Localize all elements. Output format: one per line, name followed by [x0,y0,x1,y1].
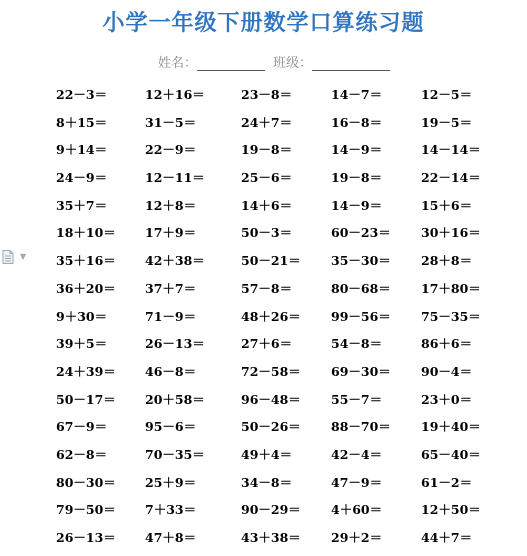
name-blank [197,56,265,71]
arithmetic-problem: 35＋7＝ [56,197,108,213]
arithmetic-problem: 42＋38＝ [145,253,205,269]
arithmetic-problem: 9＋14＝ [56,142,108,158]
problem-row [0,390,527,418]
worksheet-title: 小学一年级下册数学口算练习题 [102,11,425,36]
arithmetic-problem: 19－8＝ [241,142,293,158]
arithmetic-problem: 54－8＝ [331,336,383,352]
arithmetic-problem: 67－9＝ [56,419,108,435]
problem-row [0,140,527,168]
arithmetic-problem: 24－9＝ [56,170,108,186]
arithmetic-problem: 12＋16＝ [145,87,205,102]
arithmetic-problem: 34－8＝ [241,474,293,490]
arithmetic-problem: 12－5＝ [421,87,473,102]
class-blank [312,56,390,71]
arithmetic-problem: 36＋20＝ [56,280,116,296]
arithmetic-problem: 18＋10＝ [56,225,116,241]
problem-row [0,279,527,307]
arithmetic-problem: 31－5＝ [145,114,197,130]
problem-row [0,196,527,224]
arithmetic-problem: 95－6＝ [145,419,197,435]
arithmetic-problem: 72－58＝ [241,363,301,379]
arithmetic-problem: 14＋6＝ [241,197,293,213]
arithmetic-problem: 27＋6＝ [241,336,293,352]
arithmetic-problem: 16－8＝ [331,114,383,130]
problem-row [0,528,527,556]
arithmetic-problem: 86＋6＝ [421,336,473,352]
arithmetic-problem: 96－48＝ [241,391,301,407]
problem-row [0,223,527,251]
arithmetic-problem: 17＋9＝ [145,225,197,241]
problem-row [0,307,527,335]
arithmetic-problem: 90－4＝ [421,363,473,379]
arithmetic-problem: 22－14＝ [421,170,481,186]
class-label: 班级： [273,56,313,71]
arithmetic-problem: 24＋39＝ [56,363,116,379]
arithmetic-problem: 29＋2＝ [331,530,383,545]
problem-row [0,334,527,362]
arithmetic-problem: 14－9＝ [331,142,383,158]
problem-row [0,417,527,445]
arithmetic-problem: 99－56＝ [331,308,391,324]
arithmetic-problem: 20＋58＝ [145,391,205,407]
arithmetic-problem: 42－4＝ [331,446,383,462]
problem-row [0,168,527,196]
arithmetic-problem: 43＋38＝ [241,530,301,545]
problem-row [0,85,527,113]
arithmetic-problem: 75－35＝ [421,308,481,324]
arithmetic-problem: 79－50＝ [56,502,116,518]
arithmetic-problem: 47＋8＝ [145,530,197,545]
arithmetic-problem: 57－8＝ [241,280,293,296]
arithmetic-problem: 71－9＝ [145,308,197,324]
arithmetic-problem: 60－23＝ [331,225,391,241]
arithmetic-problem: 48＋26＝ [241,308,301,324]
arithmetic-problem: 70－35＝ [145,446,205,462]
arithmetic-problem: 35－30＝ [331,253,391,269]
arithmetic-problem: 22－9＝ [145,142,197,158]
arithmetic-problem: 17＋80＝ [421,280,481,296]
problem-row [0,113,527,141]
arithmetic-problem: 62－8＝ [56,446,108,462]
arithmetic-problem: 12－11＝ [145,170,205,186]
arithmetic-problem: 50－21＝ [241,253,301,269]
arithmetic-problem: 7＋33＝ [145,502,197,518]
arithmetic-problem: 35＋16＝ [56,253,116,269]
arithmetic-problem: 80－68＝ [331,280,391,296]
arithmetic-problem: 19－8＝ [331,170,383,186]
arithmetic-problem: 39＋5＝ [56,336,108,352]
arithmetic-problem: 50－26＝ [241,419,301,435]
arithmetic-problem: 19＋40＝ [421,419,481,435]
name-label: 姓名： [158,56,198,71]
arithmetic-problem: 26－13＝ [145,336,205,352]
arithmetic-problem: 14－9＝ [331,197,383,213]
arithmetic-problem: 15＋6＝ [421,197,473,213]
arithmetic-problem: 44＋7＝ [421,530,473,545]
arithmetic-problem: 22－3＝ [56,87,108,102]
arithmetic-problem: 88－70＝ [331,419,391,435]
arithmetic-problem: 55－7＝ [331,391,383,407]
arithmetic-problem: 12＋8＝ [145,197,197,213]
arithmetic-problem: 25＋9＝ [145,474,197,490]
arithmetic-problem: 8＋15＝ [56,114,108,130]
problem-row [0,362,527,390]
arithmetic-problem: 23＋0＝ [421,391,473,407]
arithmetic-problem: 4＋60＝ [331,502,383,518]
problem-grid [0,85,527,556]
arithmetic-problem: 19－5＝ [421,114,473,130]
arithmetic-problem: 50－3＝ [241,225,293,241]
arithmetic-problem: 9＋30＝ [56,308,108,324]
arithmetic-problem: 65－40＝ [421,446,481,462]
problem-row [0,445,527,473]
arithmetic-problem: 14－7＝ [331,87,383,102]
arithmetic-problem: 47－9＝ [331,474,383,490]
arithmetic-problem: 12＋50＝ [421,502,481,518]
problem-row [0,473,527,501]
problem-row [0,251,527,279]
arithmetic-problem: 23－8＝ [241,87,293,102]
arithmetic-problem: 28＋8＝ [421,253,473,269]
arithmetic-problem: 30＋16＝ [421,225,481,241]
arithmetic-problem: 49＋4＝ [241,446,293,462]
arithmetic-problem: 50－17＝ [56,391,116,407]
arithmetic-problem: 69－30＝ [331,363,391,379]
arithmetic-problem: 14－14＝ [421,142,481,158]
problem-row [0,500,527,528]
arithmetic-problem: 25－6＝ [241,170,293,186]
arithmetic-problem: 24＋7＝ [241,114,293,130]
arithmetic-problem: 26－13＝ [56,530,116,545]
arithmetic-problem: 90－29＝ [241,502,301,518]
arithmetic-problem: 61－2＝ [421,474,473,490]
caret-down-icon[interactable]: ▼ [20,252,27,261]
student-info-line [158,52,390,71]
arithmetic-problem: 37＋7＝ [145,280,197,296]
arithmetic-problem: 46－8＝ [145,363,197,379]
arithmetic-problem: 80－30＝ [56,474,116,490]
